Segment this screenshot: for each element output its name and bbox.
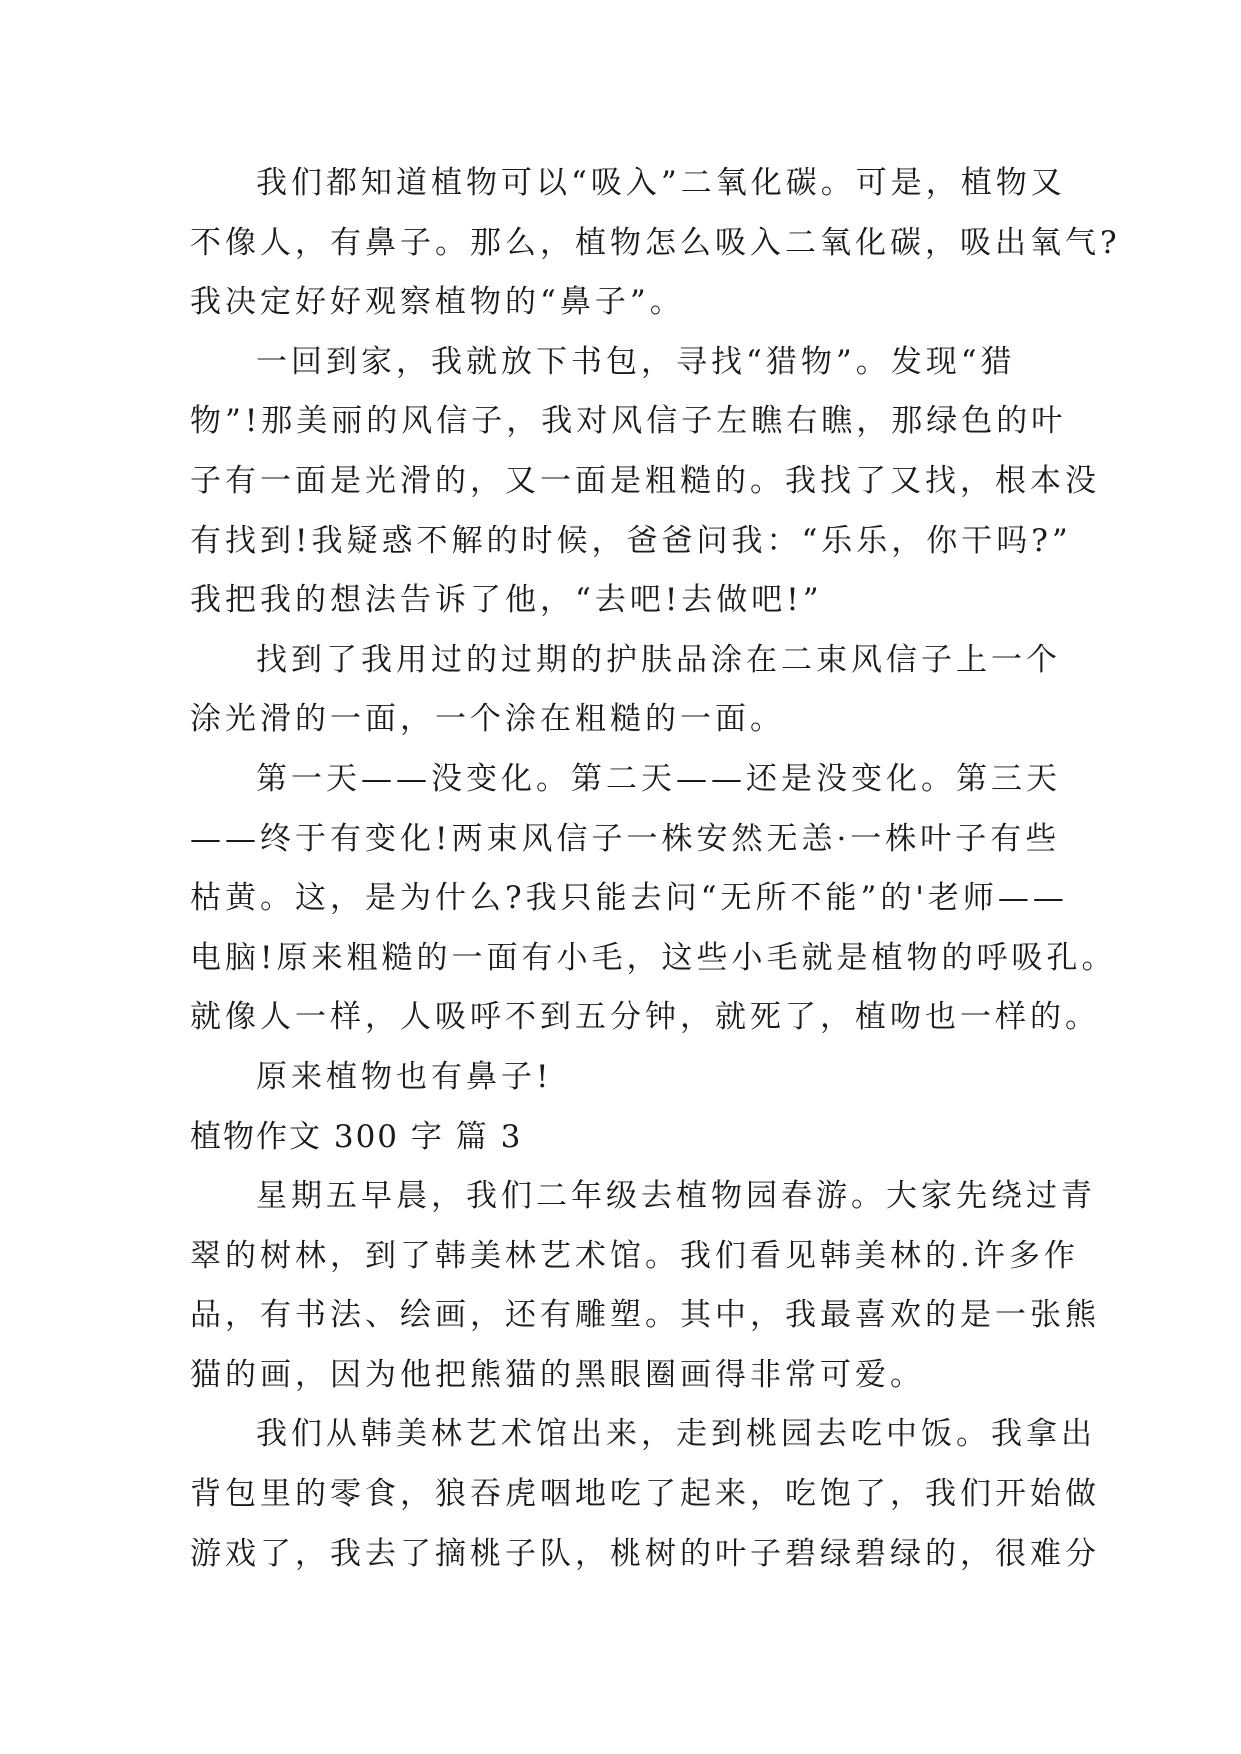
text-line: 我们从韩美林艺术馆出来，走到桃园去吃中饭。我拿出	[256, 1416, 1096, 1453]
text-line: 猫的画，因为他把熊猫的黑眼圈画得非常可爱。	[190, 1356, 925, 1393]
text-line: 第一天——没变化。第二天——还是没变化。第三天	[256, 760, 1061, 797]
text-line: 涂光滑的一面，一个涂在粗糙的一面。	[190, 701, 785, 738]
text-line: 原来植物也有鼻子!	[256, 1058, 553, 1095]
text-line: 不像人，有鼻子。那么，植物怎么吸入二氧化碳，吸出氧气?	[190, 224, 1121, 261]
text-line: 找到了我用过的过期的护肤品涂在二束风信子上一个	[256, 641, 1061, 678]
text-line: 背包里的零食，狼吞虎咽地吃了起来，吃饱了，我们开始做	[190, 1476, 1100, 1513]
text-line: 电脑!原来粗糙的一面有小毛，这些小毛就是植物的呼吸孔。	[190, 939, 1117, 976]
text-line: 就像人一样，人吸呼不到五分钟，就死了，植吻也一样的。	[190, 999, 1100, 1036]
text-line: 我们都知道植物可以“吸入”二氧化碳。可是，植物又	[256, 165, 1066, 201]
text-line: 子有一面是光滑的，又一面是粗糙的。我找了又找，根本没	[190, 462, 1100, 499]
text-line: 翠的树林，到了韩美林艺术馆。我们看见韩美林的.许多作	[190, 1237, 1079, 1274]
section-heading: 植物作文 300 字 篇 3	[190, 1118, 523, 1155]
text-line: 星期五早晨，我们二年级去植物园春游。大家先绕过青	[256, 1178, 1096, 1215]
text-line: 品，有书法、绘画，还有雕塑。其中，我最喜欢的是一张熊	[190, 1297, 1100, 1334]
text-line: 物”!那美丽的风信子，我对风信子左瞧右瞧，那绿色的叶	[190, 403, 1067, 440]
text-line: 一回到家，我就放下书包，寻找“猎物”。发现“猎	[256, 343, 1016, 380]
document-body	[190, 154, 1121, 1584]
text-line: 我把我的想法告诉了他，“去吧!去做吧!”	[190, 582, 823, 619]
text-line: 游戏了，我去了摘桃子队，桃树的叶子碧绿碧绿的，很难分	[190, 1535, 1100, 1572]
text-line: 枯黄。这，是为什么?我只能去问“无所不能”的'老师——	[190, 880, 1068, 917]
text-line: 我决定好好观察植物的“鼻子”。	[190, 284, 685, 321]
text-line: ——终于有变化!两束风信子一株安然无恙·一株叶子有些	[190, 820, 1061, 857]
text-line: 有找到!我疑惑不解的时候，爸爸问我：“乐乐，你干吗?”	[190, 522, 1072, 559]
